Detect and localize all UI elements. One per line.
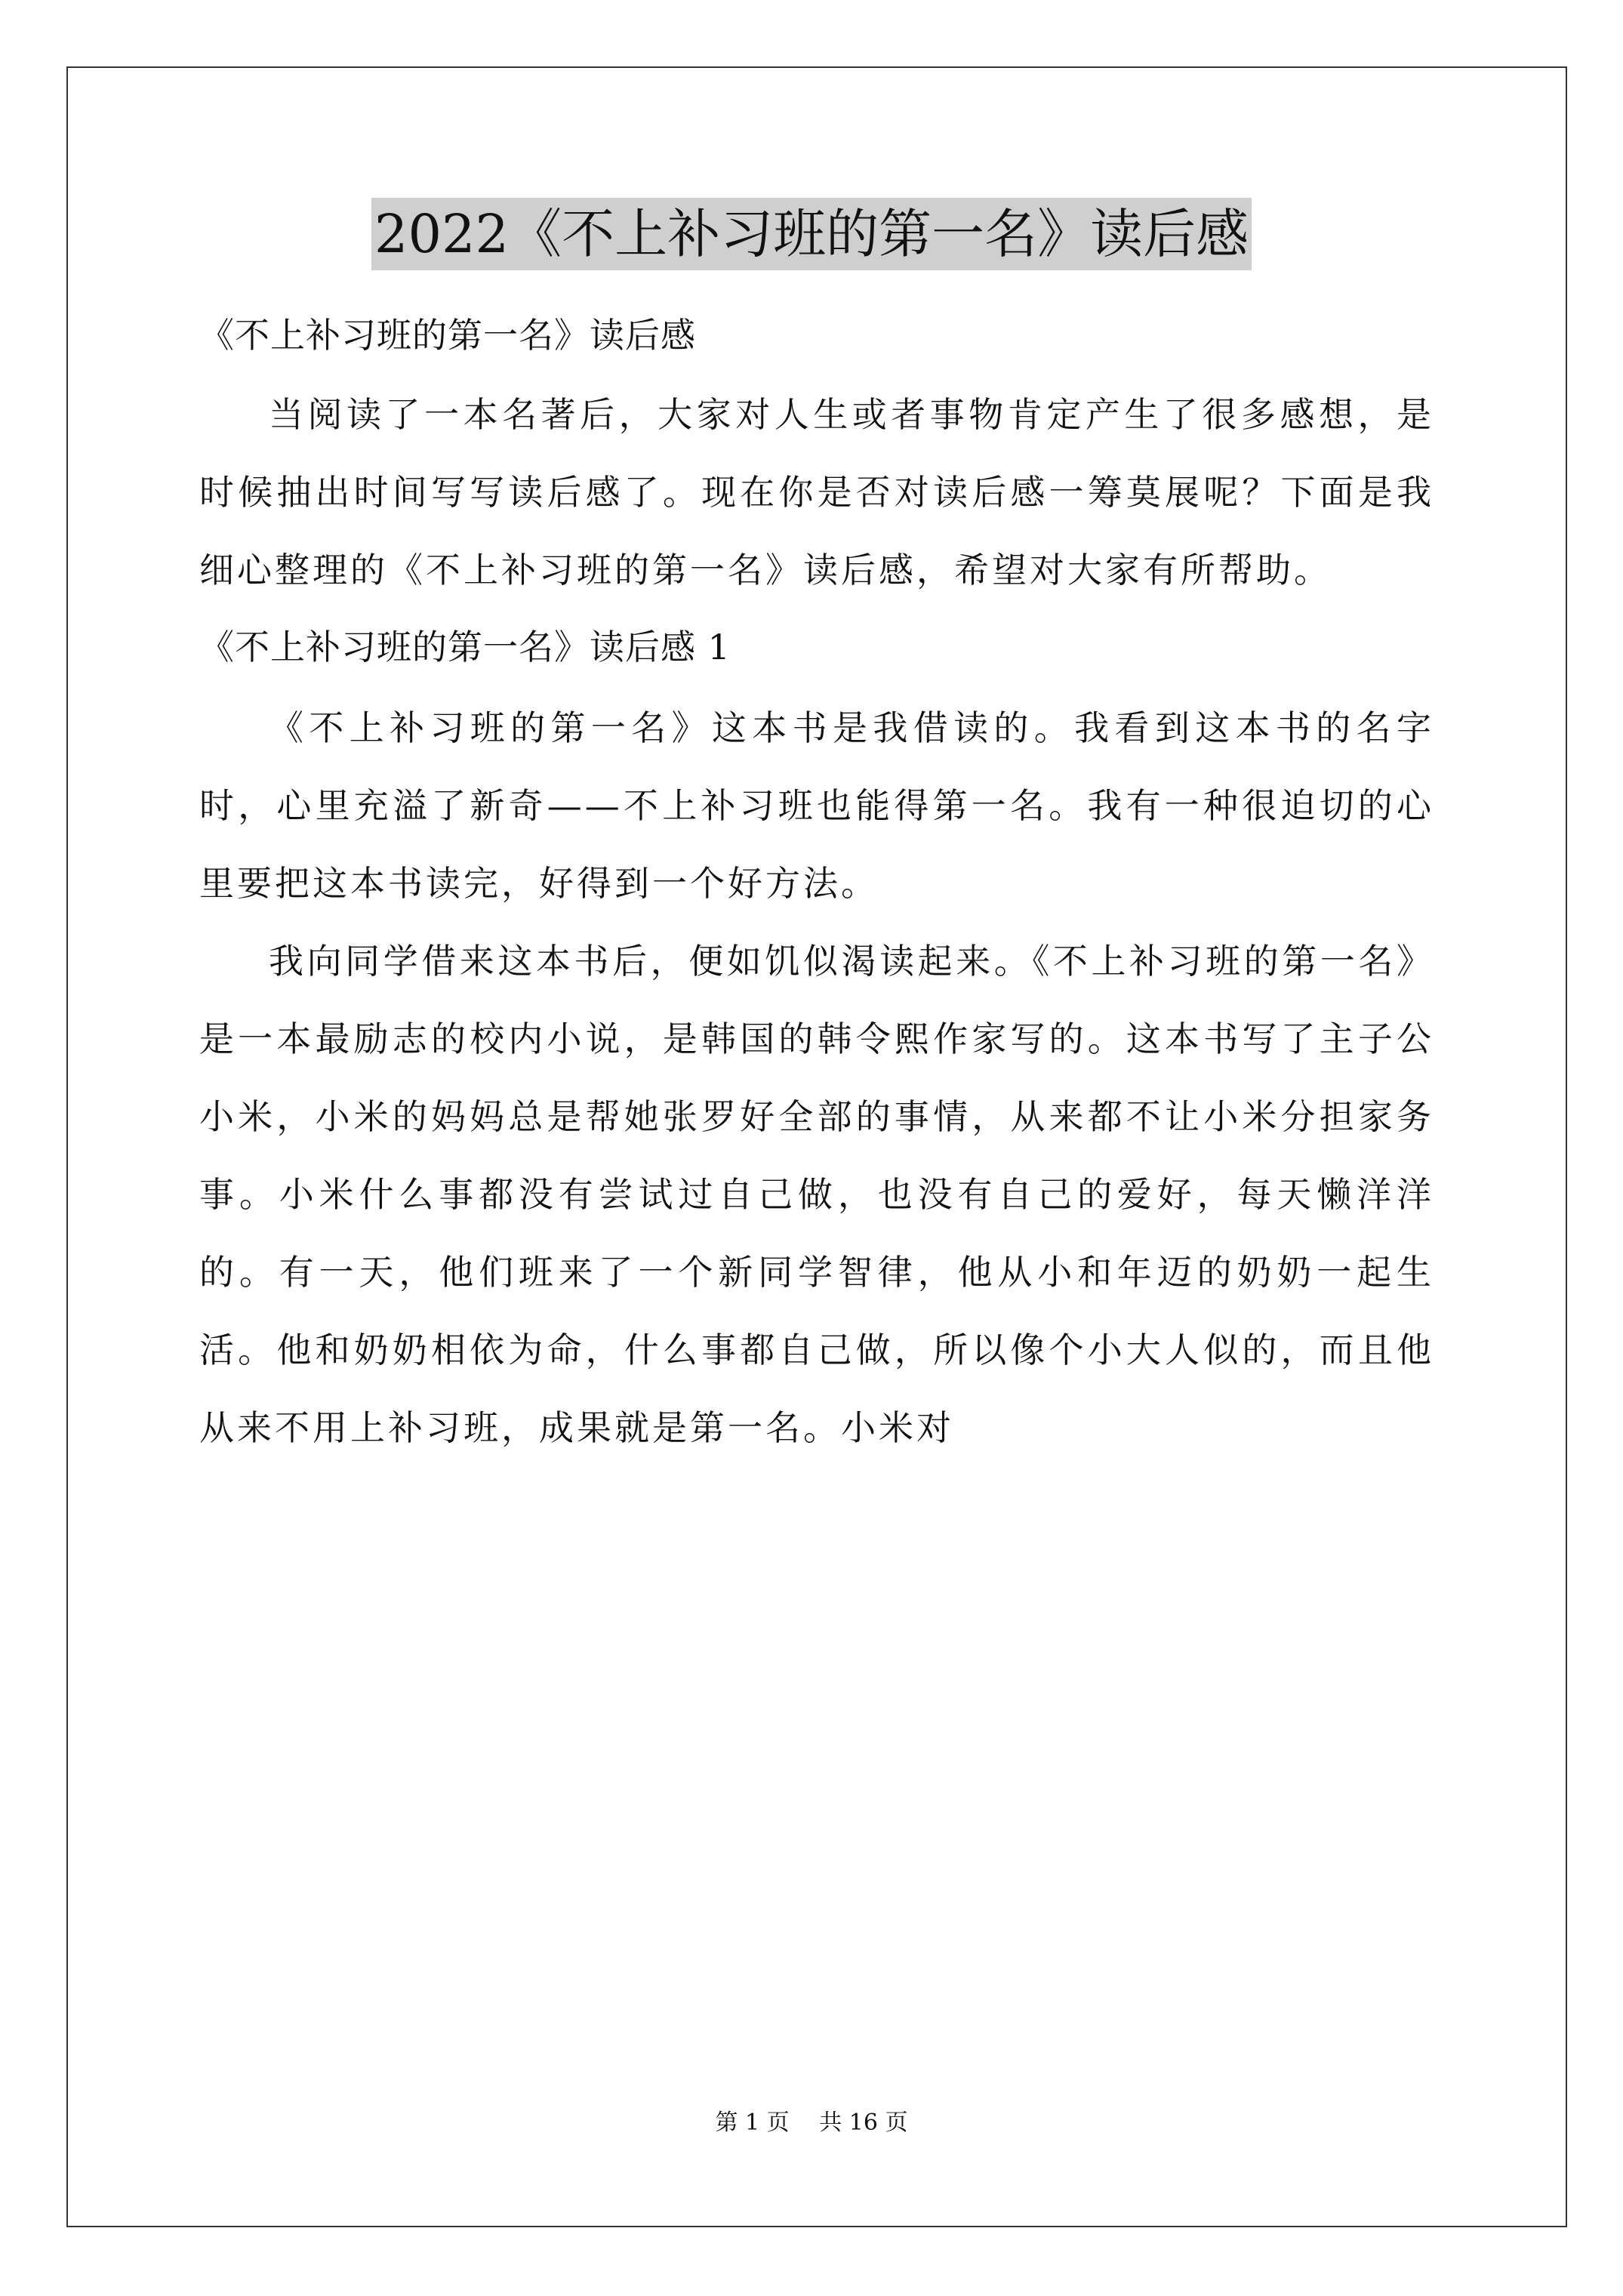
page-footer: 第 1 页 共 16 页 bbox=[715, 2110, 908, 2136]
document-title-container bbox=[0, 198, 1623, 270]
intro-paragraph: 当阅读了一本名著后，大家对人生或者事物肯定产生了很多感想，是时候抽出时间写写读后感了。现在你是否对读后感一筹莫展呢？下面是我细心整理的《不上补习班的第一名》读后感，希望对大家有所帮助。 bbox=[199, 394, 1434, 590]
document-body bbox=[199, 311, 1434, 1467]
section1-paragraph-2: 我向同学借来这本书后，便如饥似渴读起来。《不上补习班的第一名》是一本最励志的校内小说，是韩国的韩令熙作家写的。这本书写了主子公小米，小米的妈妈总是帮她张罗好全部的事情，从来都不让小米分担家务事。小米什么事都没有尝试过自己做，也没有自己的爱好，每天懒洋洋的。有一天，他们班来了一个新同学智律，他从小和年迈的奶奶一起生活。他和奶奶相依为命，什么事都自己做，所以像个小大人似的，而且他从来不用上补习班，成果就是第一名。小米对 bbox=[199, 941, 1434, 1448]
section1-heading: 《不上补习班的第一名》读后感 1 bbox=[199, 627, 731, 667]
document-title: 2022《不上补习班的第一名》读后感 bbox=[371, 198, 1252, 270]
document-subtitle: 《不上补习班的第一名》读后感 bbox=[199, 315, 696, 356]
section1-paragraph-1: 《不上补习班的第一名》这本书是我借读的。我看到这本书的名字时，心里充溢了新奇——不上补习班也能得第一名。我有一种很迫切的心里要把这本书读完，好得到一个好方法。 bbox=[199, 707, 1434, 904]
